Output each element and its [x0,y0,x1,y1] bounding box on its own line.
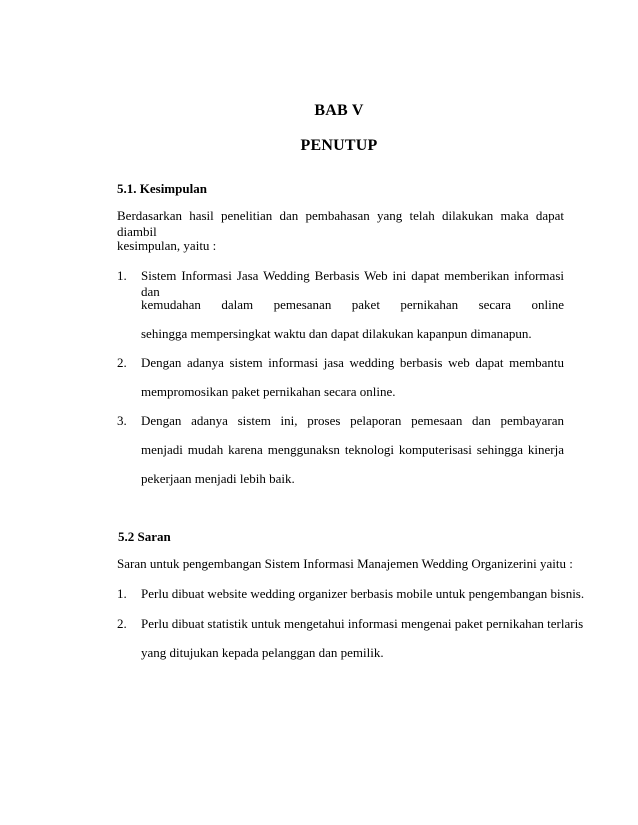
paragraph-line: kesimpulan, yaitu : [117,238,217,253]
paragraph-line: Saran untuk pengembangan Sistem Informasi Manajemen Wedding Organizerini yaitu : [117,556,573,571]
list-item-line: Perlu dibuat website wedding organizer berbasis mobile untuk pengembangan bisnis. [141,586,585,601]
section-heading-saran: 5.2 Saran [118,529,171,544]
chapter-title: BAB V [314,102,364,119]
list-item-number: 3. [117,413,127,428]
list-item-line: mempromosikan paket pernikahan secara online. [141,384,396,399]
list-item-line: Dengan adanya sistem informasi jasa wedding berbasis web dapat membantu [141,355,564,370]
list-item-line: sehingga mempersingkat waktu dan dapat dilakukan kapanpun dimanapun. [141,326,532,341]
chapter-subtitle: PENUTUP [300,137,378,154]
list-item-number: 1. [117,586,127,601]
list-item-line: Perlu dibuat statistik untuk mengetahui informasi mengenai paket pernikahan terlaris [141,616,584,631]
list-item-number: 2. [117,616,127,631]
paragraph-line: Berdasarkan hasil penelitian dan pembahasan yang telah dilakukan maka dapat diambil [117,208,564,239]
list-item-line: yang ditujukan kepada pelanggan dan pemilik. [141,645,384,660]
list-item-line: Sistem Informasi Jasa Wedding Berbasis Web ini dapat memberikan informasi dan [141,268,564,299]
list-item-line: menjadi mudah karena menggunaksn teknologi komputerisasi sehingga kinerja [141,442,564,457]
list-item-line: Dengan adanya sistem ini, proses pelaporan pemesaan dan pembayaran [141,413,564,428]
list-item-number: 1. [117,268,127,283]
section-heading-kesimpulan: 5.1. Kesimpulan [117,181,207,196]
list-item-line: kemudahan dalam pemesanan paket pernikahan secara online [141,297,564,312]
list-item-number: 2. [117,355,127,370]
list-item-line: pekerjaan menjadi lebih baik. [141,471,295,486]
